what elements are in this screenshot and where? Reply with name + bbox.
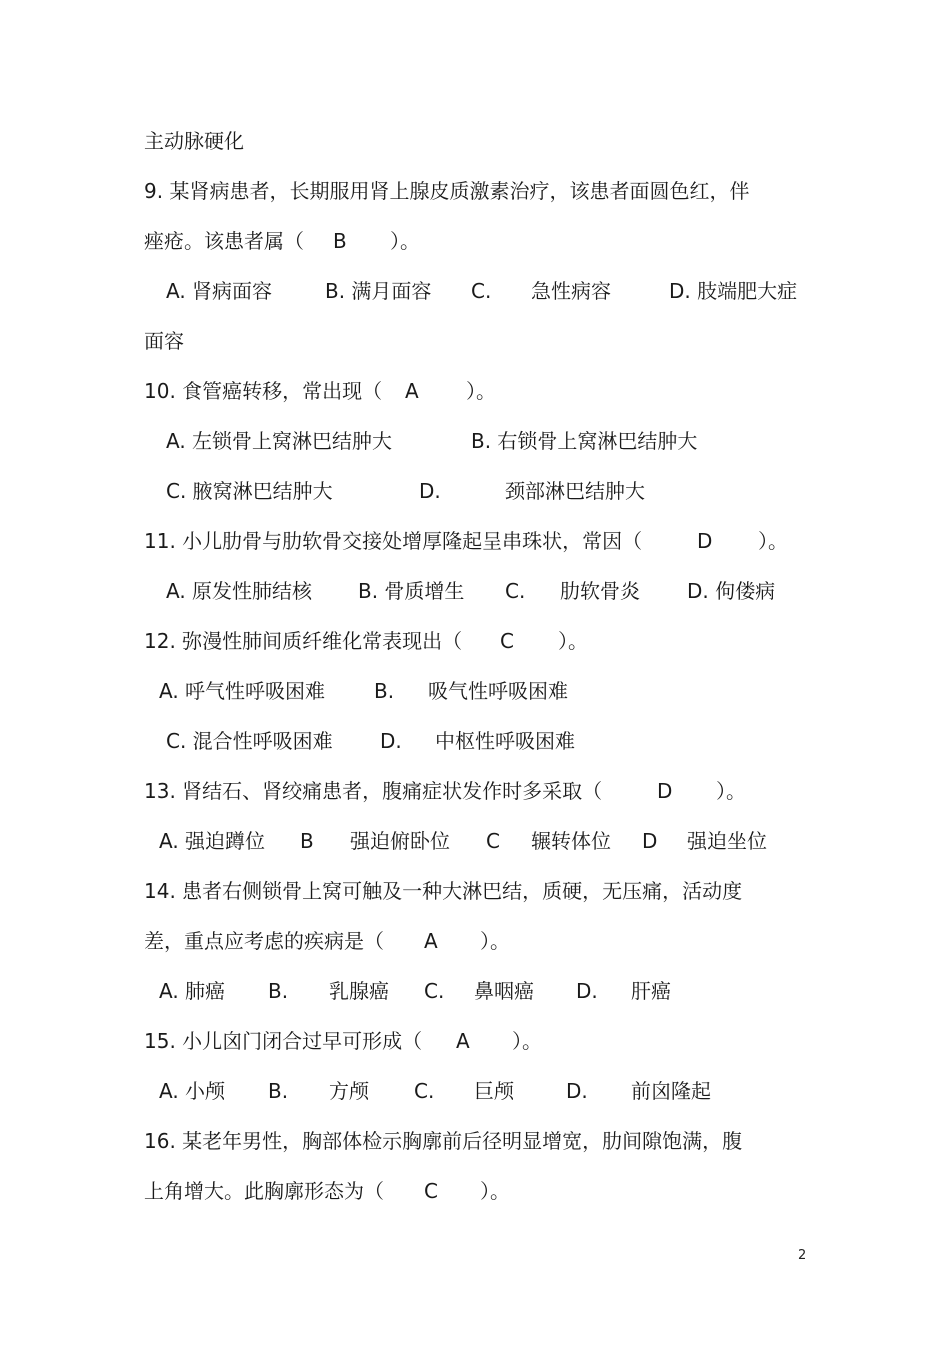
option: B. bbox=[374, 679, 395, 703]
option: D. bbox=[576, 979, 598, 1003]
question-text: ）。 bbox=[558, 629, 588, 653]
question-text: 差，重点应考虑的疾病是（ bbox=[144, 929, 384, 953]
question-text: ）。 bbox=[480, 929, 510, 953]
text-fragment: 面容 bbox=[144, 329, 184, 353]
question-text: ）。 bbox=[390, 229, 420, 253]
option: 强迫坐位 bbox=[687, 829, 767, 853]
option: 颈部淋巴结肿大 bbox=[505, 479, 645, 503]
question-text: 11. 小儿肋骨与肋软骨交接处增厚隆起呈串珠状，常因（ bbox=[144, 529, 643, 553]
option: D. 佝偻病 bbox=[687, 579, 776, 603]
answer-letter: A bbox=[405, 379, 419, 403]
option: B. bbox=[268, 1079, 289, 1103]
question-text: ）。 bbox=[758, 529, 788, 553]
option: A. 肺癌 bbox=[159, 979, 226, 1003]
option: 巨颅 bbox=[474, 1079, 514, 1103]
option: 强迫俯卧位 bbox=[350, 829, 450, 853]
question-text: ）。 bbox=[480, 1179, 510, 1203]
question-text: 痤疮。该患者属（ bbox=[144, 229, 304, 253]
option: D. 肢端肥大症 bbox=[669, 279, 798, 303]
option: B. 骨质增生 bbox=[358, 579, 465, 603]
option: C. 腋窝淋巴结肿大 bbox=[166, 479, 333, 503]
option: A. 左锁骨上窝淋巴结肿大 bbox=[166, 429, 393, 453]
answer-letter: A bbox=[424, 929, 438, 953]
option: C. 混合性呼吸困难 bbox=[166, 729, 333, 753]
option: 辗转体位 bbox=[531, 829, 611, 853]
option: D. bbox=[566, 1079, 588, 1103]
option: 中枢性呼吸困难 bbox=[435, 729, 575, 753]
option: C. bbox=[424, 979, 445, 1003]
text-fragment: 主动脉硬化 bbox=[144, 129, 244, 153]
option: 吸气性呼吸困难 bbox=[428, 679, 568, 703]
option: D. bbox=[380, 729, 402, 753]
answer-letter: A bbox=[456, 1029, 470, 1053]
question-text: 14. 患者右侧锁骨上窝可触及一种大淋巴结，质硬，无压痛，活动度 bbox=[144, 879, 743, 903]
option: C bbox=[486, 829, 500, 853]
option: D. bbox=[419, 479, 441, 503]
option: B bbox=[300, 829, 314, 853]
question-text: 12. 弥漫性肺间质纤维化常表现出（ bbox=[144, 629, 463, 653]
option: D bbox=[642, 829, 658, 853]
option: B. bbox=[268, 979, 289, 1003]
option: 急性病容 bbox=[531, 279, 611, 303]
option: 前囟隆起 bbox=[631, 1079, 711, 1103]
question-text: 16. 某老年男性，胸部体检示胸廓前后径明显增宽，肋间隙饱满，腹 bbox=[144, 1129, 743, 1153]
option: C. bbox=[505, 579, 526, 603]
answer-letter: B bbox=[333, 229, 347, 253]
question-text: 9. 某肾病患者，长期服用肾上腺皮质激素治疗，该患者面圆色红，伴 bbox=[144, 179, 750, 203]
question-text: 10. 食管癌转移，常出现（ bbox=[144, 379, 383, 403]
answer-letter: D bbox=[697, 529, 713, 553]
answer-letter: C bbox=[500, 629, 514, 653]
option: 鼻咽癌 bbox=[474, 979, 534, 1003]
option: A. 强迫蹲位 bbox=[159, 829, 266, 853]
option: B. 右锁骨上窝淋巴结肿大 bbox=[471, 429, 698, 453]
option: 乳腺癌 bbox=[329, 979, 389, 1003]
option: A. 肾病面容 bbox=[166, 279, 273, 303]
answer-letter: C bbox=[424, 1179, 438, 1203]
question-text: 13. 肾结石、肾绞痛患者，腹痛症状发作时多采取（ bbox=[144, 779, 603, 803]
question-text: ）。 bbox=[466, 379, 496, 403]
answer-letter: D bbox=[657, 779, 673, 803]
option: A. 原发性肺结核 bbox=[166, 579, 313, 603]
question-text: 15. 小儿囟门闭合过早可形成（ bbox=[144, 1029, 423, 1053]
option: B. 满月面容 bbox=[325, 279, 432, 303]
question-text: ）。 bbox=[716, 779, 746, 803]
option: A. 呼气性呼吸困难 bbox=[159, 679, 326, 703]
option: A. 小颅 bbox=[159, 1079, 226, 1103]
option: C. bbox=[471, 279, 492, 303]
page-number: 2 bbox=[798, 1248, 807, 1263]
option: 方颅 bbox=[329, 1079, 369, 1103]
option: 肝癌 bbox=[631, 979, 671, 1003]
option: 肋软骨炎 bbox=[560, 579, 640, 603]
question-text: ）。 bbox=[512, 1029, 542, 1053]
question-text: 上角增大。此胸廓形态为（ bbox=[144, 1179, 384, 1203]
option: C. bbox=[414, 1079, 435, 1103]
